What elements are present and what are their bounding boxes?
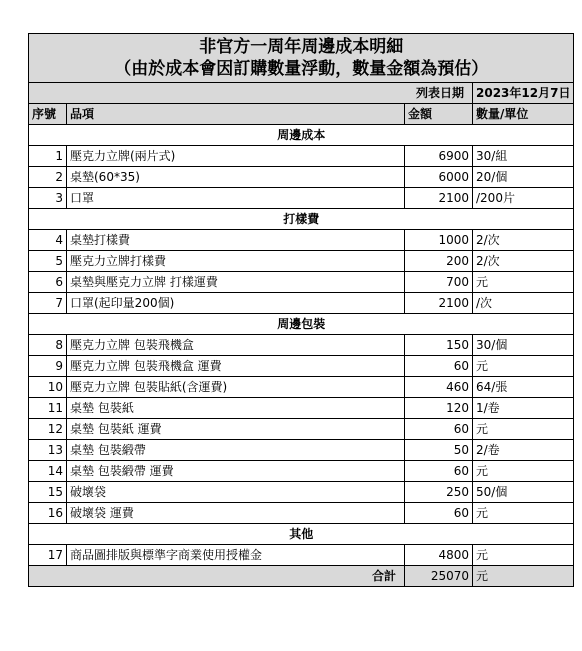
- item-name: 桌墊打樣費: [67, 230, 405, 251]
- section-row: [29, 125, 574, 146]
- table-row: [29, 293, 574, 314]
- item-name: 壓克力立牌 包裝貼紙(含運費): [67, 377, 405, 398]
- title-line-2: （由於成本會因訂購數量浮動，數量金額為預估）: [114, 59, 489, 79]
- title-line-1: 非官方一周年周邊成本明細: [199, 37, 404, 57]
- title-row: [29, 34, 574, 83]
- table-row: [29, 482, 574, 503]
- header-row: [29, 104, 574, 125]
- item-amount: 460: [405, 377, 473, 398]
- table-row: [29, 461, 574, 482]
- section-title: 周邊包裝: [29, 314, 574, 335]
- header-no: 序號: [29, 104, 67, 125]
- item-name: 壓克力立牌(兩片式): [67, 146, 405, 167]
- item-quantity: 1/卷: [473, 398, 574, 419]
- table-row: [29, 230, 574, 251]
- item-name: 破壞袋: [67, 482, 405, 503]
- table-row: [29, 419, 574, 440]
- date-row: [29, 83, 574, 104]
- item-name: 桌墊與壓克力立牌 打樣運費: [67, 272, 405, 293]
- item-quantity: 2/次: [473, 251, 574, 272]
- table-row: [29, 146, 574, 167]
- item-name: 口罩: [67, 188, 405, 209]
- item-name: 壓克力立牌打樣費: [67, 251, 405, 272]
- table-row: [29, 503, 574, 524]
- table-row: [29, 335, 574, 356]
- item-amount: 60: [405, 356, 473, 377]
- item-amount: 200: [405, 251, 473, 272]
- header-amount: 金額: [405, 104, 473, 125]
- row-number: 15: [29, 482, 67, 503]
- item-quantity: 20/個: [473, 167, 574, 188]
- table-row: [29, 251, 574, 272]
- total-label: 合計: [29, 566, 405, 587]
- table-row: [29, 272, 574, 293]
- item-quantity: /200片: [473, 188, 574, 209]
- header-item: 品項: [67, 104, 405, 125]
- item-quantity: 50/個: [473, 482, 574, 503]
- item-name: 破壞袋 運費: [67, 503, 405, 524]
- section-title: 其他: [29, 524, 574, 545]
- item-amount: 700: [405, 272, 473, 293]
- row-number: 14: [29, 461, 67, 482]
- item-name: 口罩(起印量200個): [67, 293, 405, 314]
- item-amount: 150: [405, 335, 473, 356]
- row-number: 10: [29, 377, 67, 398]
- total-unit: 元: [473, 566, 574, 587]
- item-quantity: 元: [473, 272, 574, 293]
- item-name: 商品圖排版與標準字商業使用授權金: [67, 545, 405, 566]
- total-amount: 25070: [405, 566, 473, 587]
- item-name: 壓克力立牌 包裝飛機盒: [67, 335, 405, 356]
- item-amount: 6000: [405, 167, 473, 188]
- item-quantity: 30/個: [473, 335, 574, 356]
- item-amount: 6900: [405, 146, 473, 167]
- row-number: 12: [29, 419, 67, 440]
- row-number: 11: [29, 398, 67, 419]
- date-label: 列表日期: [29, 83, 473, 104]
- row-number: 1: [29, 146, 67, 167]
- row-number: 13: [29, 440, 67, 461]
- table-row: [29, 545, 574, 566]
- row-number: 16: [29, 503, 67, 524]
- item-quantity: /次: [473, 293, 574, 314]
- cost-table: [28, 33, 574, 587]
- row-number: 17: [29, 545, 67, 566]
- item-quantity: 2/卷: [473, 440, 574, 461]
- item-quantity: 元: [473, 503, 574, 524]
- table-row: [29, 440, 574, 461]
- section-title: 周邊成本: [29, 125, 574, 146]
- date-value: 2023年12月7日: [473, 83, 574, 104]
- item-quantity: 30/組: [473, 146, 574, 167]
- row-number: 4: [29, 230, 67, 251]
- section-row: [29, 524, 574, 545]
- header-qty: 數量/單位: [473, 104, 574, 125]
- item-name: 桌墊 包裝緞帶 運費: [67, 461, 405, 482]
- item-amount: 2100: [405, 293, 473, 314]
- item-quantity: 元: [473, 419, 574, 440]
- row-number: 5: [29, 251, 67, 272]
- row-number: 9: [29, 356, 67, 377]
- row-number: 8: [29, 335, 67, 356]
- item-name: 壓克力立牌 包裝飛機盒 運費: [67, 356, 405, 377]
- table-row: [29, 167, 574, 188]
- row-number: 2: [29, 167, 67, 188]
- item-amount: 60: [405, 419, 473, 440]
- item-name: 桌墊(60*35): [67, 167, 405, 188]
- item-quantity: 元: [473, 356, 574, 377]
- row-number: 6: [29, 272, 67, 293]
- item-amount: 120: [405, 398, 473, 419]
- item-name: 桌墊 包裝紙: [67, 398, 405, 419]
- row-number: 7: [29, 293, 67, 314]
- table-title: [29, 34, 574, 83]
- item-amount: 1000: [405, 230, 473, 251]
- item-amount: 250: [405, 482, 473, 503]
- item-amount: 4800: [405, 545, 473, 566]
- section-row: [29, 314, 574, 335]
- item-quantity: 元: [473, 545, 574, 566]
- row-number: 3: [29, 188, 67, 209]
- item-name: 桌墊 包裝紙 運費: [67, 419, 405, 440]
- table-row: [29, 398, 574, 419]
- table-row: [29, 356, 574, 377]
- item-amount: 2100: [405, 188, 473, 209]
- item-quantity: 元: [473, 461, 574, 482]
- table-row: [29, 377, 574, 398]
- section-row: [29, 209, 574, 230]
- item-amount: 60: [405, 503, 473, 524]
- item-quantity: 64/張: [473, 377, 574, 398]
- item-quantity: 2/次: [473, 230, 574, 251]
- item-amount: 60: [405, 461, 473, 482]
- item-amount: 50: [405, 440, 473, 461]
- section-title: 打樣費: [29, 209, 574, 230]
- item-name: 桌墊 包裝緞帶: [67, 440, 405, 461]
- table-row: [29, 188, 574, 209]
- total-row: [29, 566, 574, 587]
